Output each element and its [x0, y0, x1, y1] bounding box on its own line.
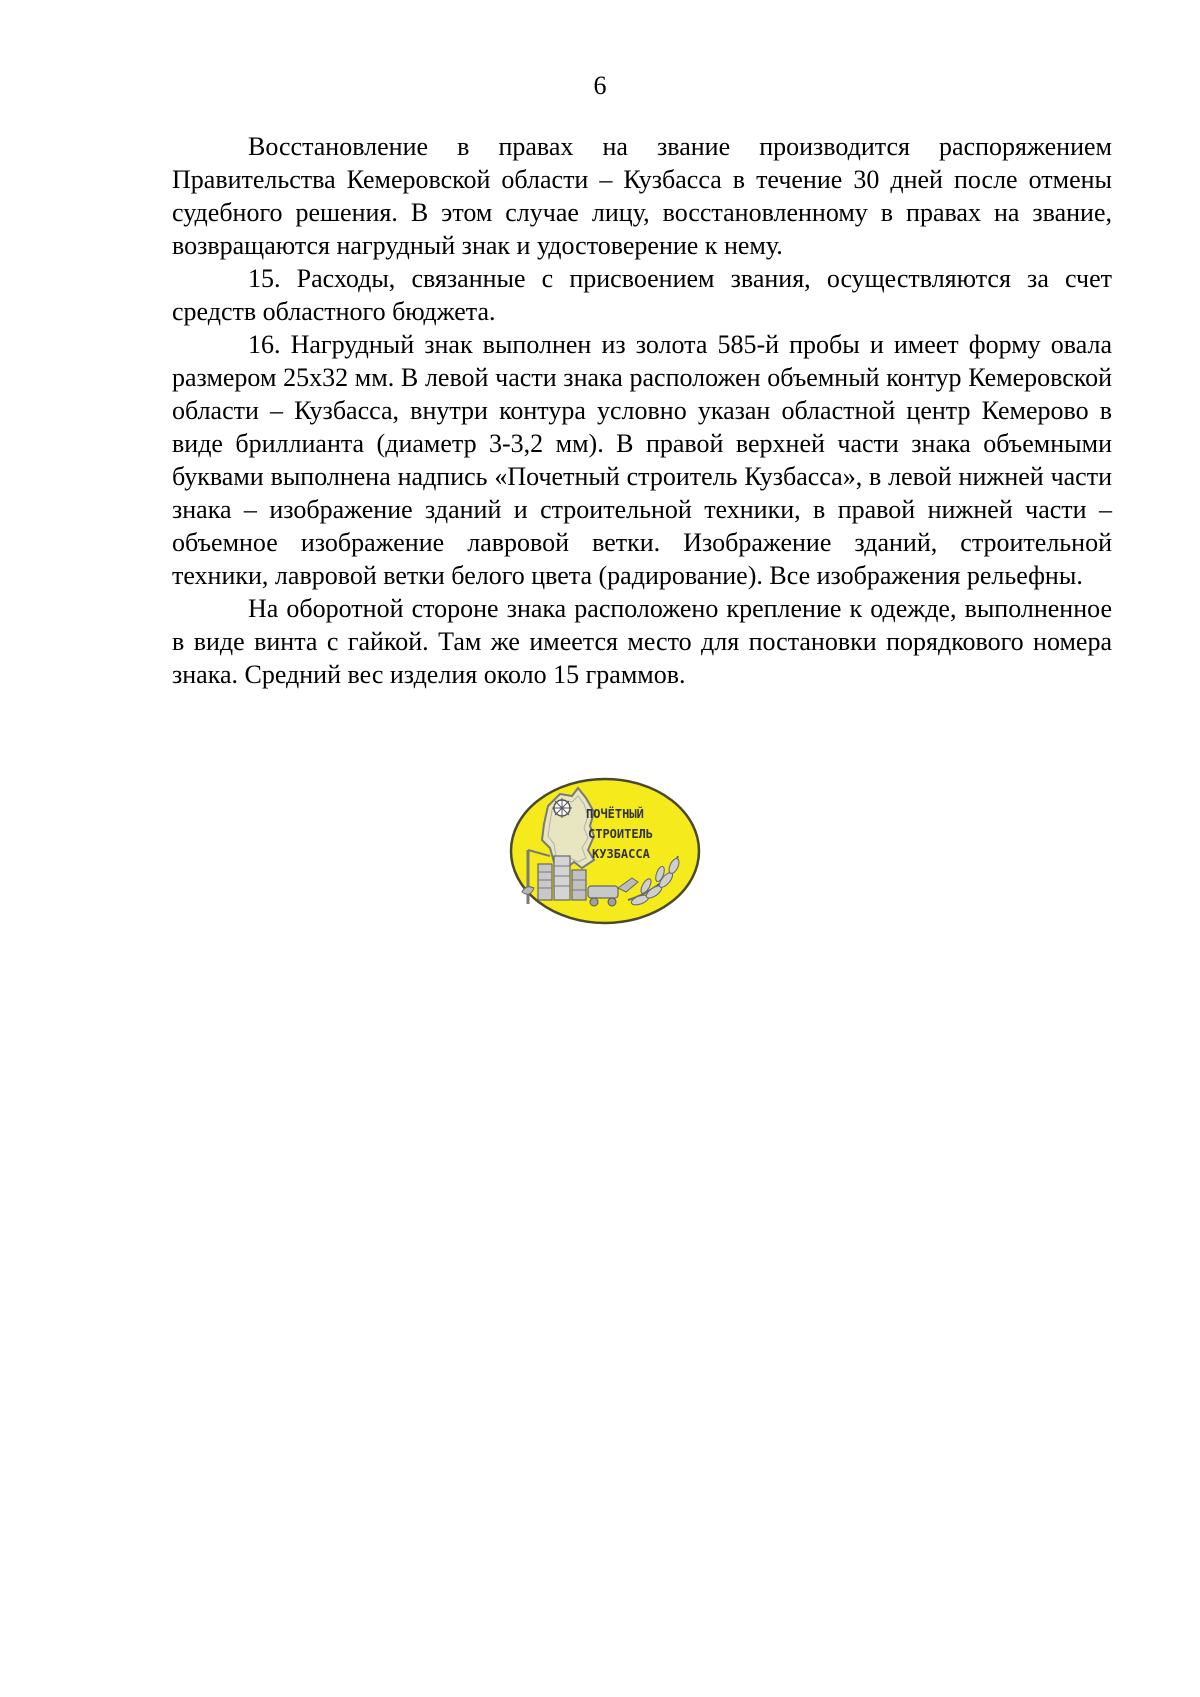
paragraph-badge-reverse-side: На оборотной стороне знака расположено крепление к одежде, выполненное в виде винта с гайкой. Там же имеется место для постановки порядкового номера знака. Средний вес изделия около 15 граммов.: [172, 594, 1112, 689]
badge-inscription-line-1: ПОЧЁТНЫЙ: [586, 807, 644, 821]
badge-inscription: [586, 806, 653, 861]
paragraph-restoration: Восстановление в правах на звание производится распоряжением Правительства Кемеровской области – Кузбасса в течение 30 дней после отмены судебного решения. В этом случае лицу, восстановленному в правах на звание, возвращаются нагрудный знак и удостоверение к нему.: [172, 132, 1112, 260]
badge-inscription-line-2: СТРОИТЕЛЬ: [588, 827, 654, 841]
diamond-icon: [552, 798, 572, 818]
paragraph-16-badge-description: 16. Нагрудный знак выполнен из золота 585-й пробы и имеет форму овала размером 25х32 мм. В левой части знака расположен объемный контур Кемеровской области – Кузбасса, внутри контура условно указан областной центр Кемерово в виде бриллианта (диаметр 3-3,2 мм). В правой верхней части знака объемными буквами выполнена надпись «Почетный строитель Кузбасса», в левой нижней части знака – изображение зданий и строительной техники, в правой нижней части – объемное изображение лавровой ветки. Изображение зданий, строительной техники, лавровой ветки белого цвета (радирование). Все изображения рельефны.: [172, 330, 1112, 590]
paragraph-15-expenses: 15. Расходы, связанные с присвоением звания, осуществляются за счет средств областного бюджета.: [172, 264, 1112, 326]
badge-inscription-line-3: КУЗБАССА: [592, 847, 650, 861]
badge-image: [508, 776, 702, 926]
badge-emblem: [508, 776, 702, 926]
document-body: [172, 130, 1112, 691]
page-number: 6: [593, 71, 607, 100]
